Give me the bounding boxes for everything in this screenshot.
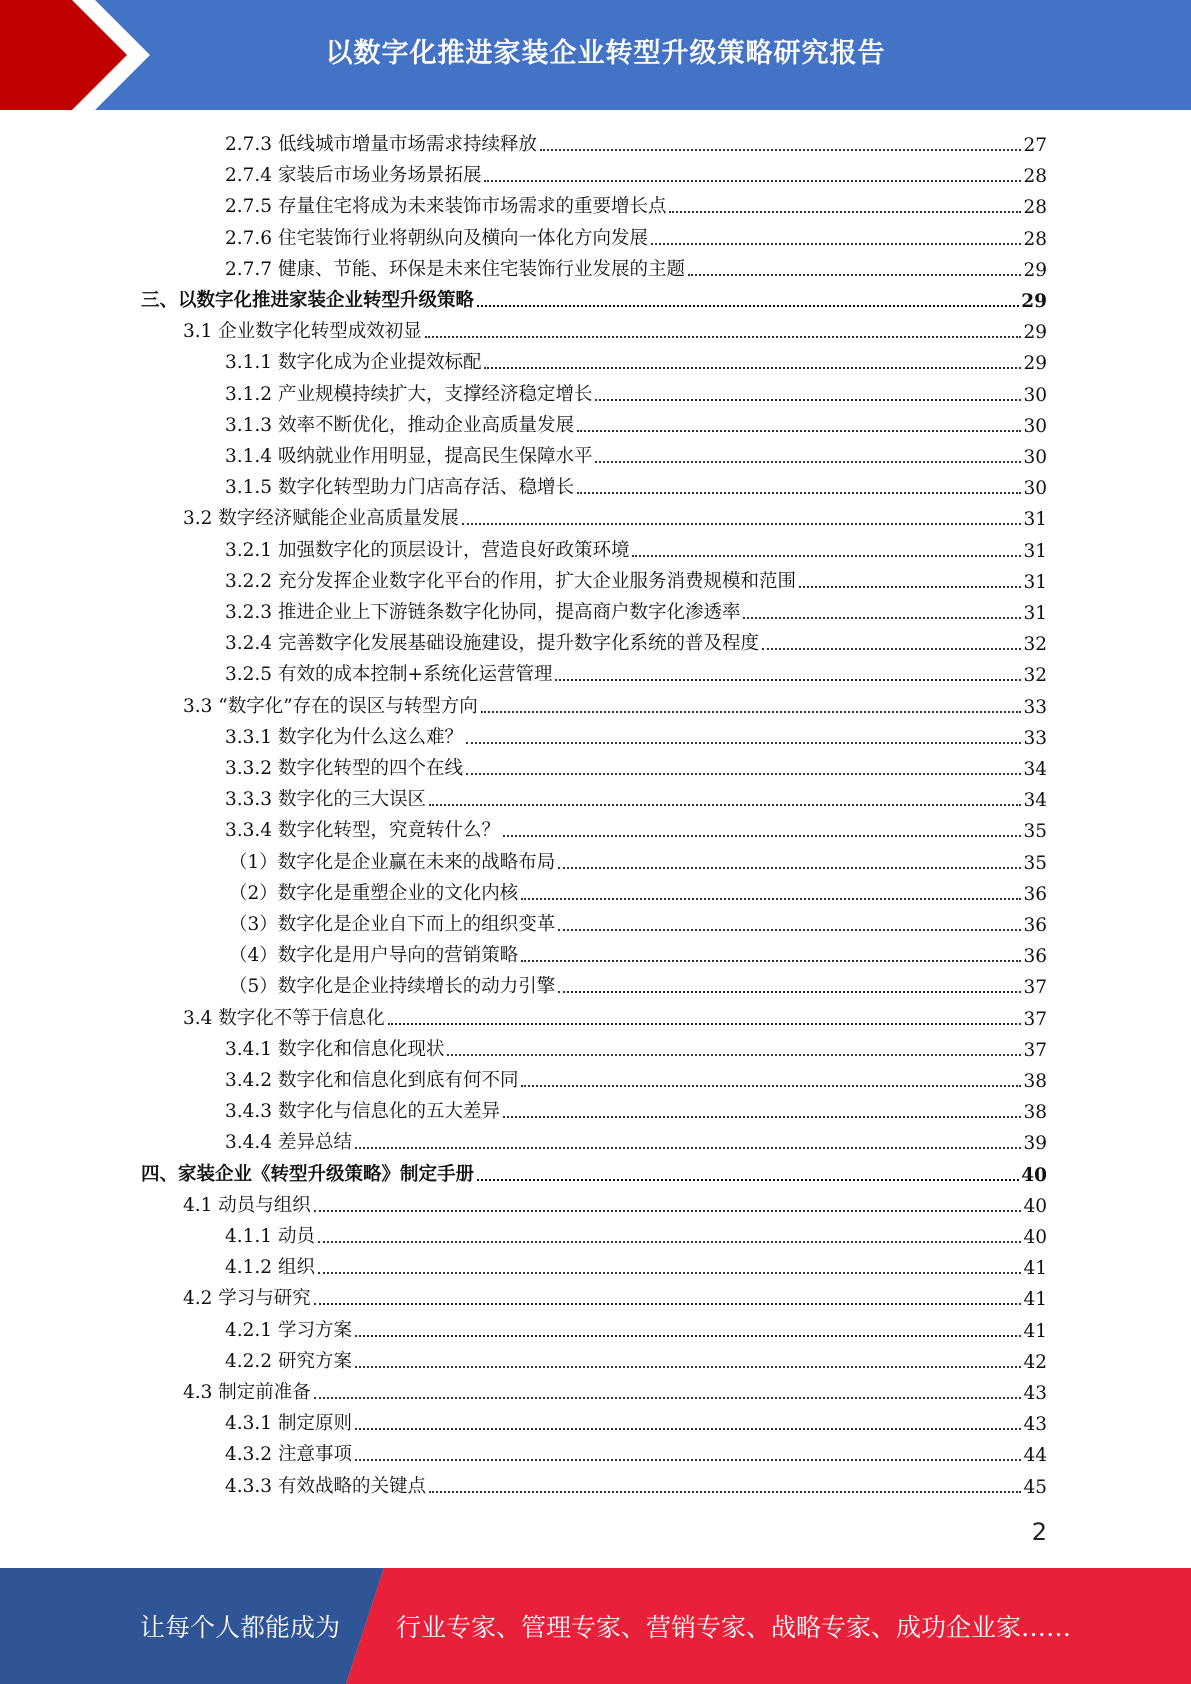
toc-entry-title: 四、家装企业《转型升级策略》制定手册 (141, 1163, 475, 1185)
toc-entry-page: 34 (1023, 759, 1047, 780)
toc-dot-leader (651, 243, 1021, 245)
toc-entry-page: 30 (1023, 384, 1047, 406)
toc-entry[interactable] (225, 128, 1047, 156)
toc-dot-leader (762, 648, 1021, 650)
toc-dot-leader (595, 399, 1021, 401)
toc-entry-page: 29 (1023, 353, 1047, 375)
toc-entry-page: 31 (1023, 571, 1047, 593)
toc-entry-page: 30 (1023, 415, 1047, 437)
toc-entry-page: 33 (1023, 727, 1047, 749)
toc-entry[interactable] (225, 1251, 1047, 1279)
report-title: 以数字化推进家装企业转型升级策略研究报告 (325, 37, 886, 69)
toc-dot-leader (558, 991, 1021, 993)
toc-dot-leader (477, 1179, 1019, 1181)
toc-entry-page: 37 (1023, 1039, 1047, 1061)
toc-entry-title: 4.3.1 制定原则 (225, 1413, 352, 1435)
toc-entry-title: 3.1.5 数字化转型助力门店高存活、稳增长 (225, 477, 574, 499)
toc-entry[interactable] (225, 159, 1047, 187)
toc-entry[interactable] (225, 190, 1047, 218)
toc-dot-leader (314, 1210, 1022, 1212)
toc-entry-title: 4.1 动员与组织 (183, 1194, 311, 1216)
toc-entry-page: 29 (1023, 259, 1047, 281)
toc-dot-leader (355, 1459, 1022, 1461)
toc-entry[interactable] (229, 908, 1047, 936)
toc-dot-leader (314, 1303, 1022, 1305)
toc-entry[interactable] (225, 534, 1047, 562)
toc-dot-leader (577, 430, 1021, 432)
toc-entry-title: 4.2.2 研究方案 (225, 1350, 352, 1372)
toc-entry[interactable] (183, 1376, 1047, 1404)
toc-chapter-entry[interactable] (141, 1158, 1047, 1186)
toc-entry-page: 30 (1023, 478, 1047, 500)
toc-entry-page: 28 (1023, 166, 1047, 188)
toc-entry-page: 36 (1023, 946, 1047, 968)
toc-entry-title: 4.3.2 注意事项 (225, 1444, 352, 1466)
toc-dot-leader (503, 1116, 1021, 1118)
toc-entry[interactable] (225, 253, 1047, 281)
toc-entry-title: 4.1.2 组织 (225, 1257, 315, 1279)
toc-entry-title: 3.4.1 数字化和信息化现状 (225, 1038, 445, 1060)
toc-entry[interactable] (225, 1470, 1047, 1498)
toc-dot-leader (743, 617, 1021, 619)
toc-entry-title: 3.2.3 推进企业上下游链条数字化协同，提高商户数字化渗透率 (225, 602, 741, 623)
toc-entry[interactable] (225, 783, 1047, 811)
toc-dot-leader (481, 711, 1022, 713)
toc-dot-leader (688, 274, 1021, 276)
toc-entry-page: 43 (1023, 1414, 1047, 1436)
toc-dot-leader (558, 929, 1021, 931)
toc-entry-page: 31 (1023, 603, 1047, 624)
toc-dot-leader (484, 180, 1021, 182)
toc-entry-page: 43 (1023, 1383, 1047, 1404)
toc-entry[interactable] (225, 1407, 1047, 1435)
page-number: 2 (1031, 1518, 1047, 1546)
toc-entry[interactable] (225, 658, 1047, 686)
toc-dot-leader (799, 586, 1021, 588)
toc-dot-leader (318, 1241, 1022, 1243)
toc-entry-title: 3.3.2 数字化转型的四个在线 (225, 758, 463, 779)
toc-entry[interactable] (225, 378, 1047, 406)
toc-entry[interactable] (229, 846, 1047, 874)
toc-dot-leader (318, 1272, 1022, 1274)
toc-entry-page: 31 (1023, 540, 1047, 562)
toc-entry-page: 28 (1023, 197, 1047, 219)
toc-entry-page: 32 (1023, 634, 1047, 656)
toc-dot-leader (521, 1085, 1021, 1087)
toc-entry[interactable] (225, 752, 1047, 780)
toc-entry-title: 2.7.5 存量住宅将成为未来装饰市场需求的重要增长点 (225, 196, 667, 218)
toc-entry-page: 37 (1023, 1008, 1047, 1030)
toc-entry-title: 3.2.4 完善数字化发展基础设施建设，提升数字化系统的普及程度 (225, 633, 759, 655)
toc-entry-title: （4）数字化是用户导向的营销策略 (229, 945, 519, 967)
toc-dot-leader (466, 742, 1021, 744)
toc-entry-title: 3.2 数字经济赋能企业高质量发展 (183, 508, 459, 530)
toc-entry[interactable] (225, 814, 1047, 842)
toc-dot-leader (355, 1428, 1022, 1430)
toc-entry-page: 41 (1023, 1258, 1047, 1280)
toc-dot-leader (388, 1023, 1022, 1025)
toc-entry-page: 35 (1023, 821, 1047, 843)
toc-dot-leader (577, 492, 1021, 494)
toc-entry-title: 3.3.3 数字化的三大误区 (225, 789, 426, 811)
toc-entry-title: 3.1.4 吸纳就业作用明显，提高民生保障水平 (225, 446, 593, 467)
toc-entry-title: 3.4 数字化不等于信息化 (183, 1007, 385, 1029)
toc-entry-page: 37 (1023, 977, 1047, 999)
toc-dot-leader (555, 679, 1021, 681)
toc-entry-title: 三、以数字化推进家装企业转型升级策略 (141, 290, 475, 311)
toc-entry-page: 44 (1023, 1445, 1047, 1467)
toc-entry-page: 36 (1023, 915, 1047, 936)
toc-dot-leader (429, 804, 1021, 806)
toc-entry[interactable] (225, 222, 1047, 250)
toc-dot-leader (425, 336, 1022, 338)
toc-dot-leader (447, 1054, 1021, 1056)
toc-entry-title: （3）数字化是企业自下而上的组织变革 (229, 914, 556, 935)
toc-entry-title: 3.4.4 差异总结 (225, 1132, 352, 1154)
toc-dot-leader (595, 461, 1021, 463)
toc-entry[interactable] (225, 1095, 1047, 1123)
toc-entry-title: 3.3.4 数字化转型，究竟转什么？ (225, 820, 500, 842)
toc-dot-leader (477, 305, 1019, 307)
page-header (0, 0, 1191, 110)
toc-entry[interactable] (229, 939, 1047, 967)
toc-entry-page: 35 (1023, 852, 1047, 874)
toc-entry[interactable] (225, 471, 1047, 499)
toc-dot-leader (669, 211, 1021, 213)
toc-entry-page: 32 (1023, 665, 1047, 687)
toc-entry[interactable] (225, 565, 1047, 593)
toc-entry[interactable] (183, 1189, 1047, 1217)
toc-dot-leader (503, 835, 1021, 837)
toc-entry[interactable] (225, 627, 1047, 655)
footer-slogan-left: 让每个人都能成为 (140, 1613, 341, 1642)
toc-dot-leader (521, 960, 1021, 962)
toc-entry-page: 31 (1023, 509, 1047, 531)
toc-dot-leader (484, 367, 1021, 369)
toc-entry-title: 3.1.1 数字化成为企业提效标配 (225, 352, 482, 374)
toc-entry-page: 40 (1021, 1164, 1047, 1186)
toc-dot-leader (632, 555, 1021, 557)
toc-entry-page: 36 (1023, 883, 1047, 905)
toc-entry-title: 2.7.7 健康、节能、环保是未来住宅装饰行业发展的主题 (225, 258, 685, 280)
toc-entry[interactable] (225, 1064, 1047, 1092)
toc-entry-title: 3.1.2 产业规模持续扩大，支撑经济稳定增长 (225, 383, 593, 405)
toc-entry[interactable] (225, 409, 1047, 437)
toc-entry[interactable] (225, 1126, 1047, 1154)
toc-entry-title: 2.7.6 住宅装饰行业将朝纵向及横向一体化方向发展 (225, 227, 648, 249)
toc-entry-title: 3.2.2 充分发挥企业数字化平台的作用，扩大企业服务消费规模和范围 (225, 570, 796, 592)
toc-entry-title: 2.7.4 家装后市场业务场景拓展 (225, 165, 482, 187)
toc-entry-title: 3.1 企业数字化转型成效初显 (183, 321, 422, 343)
toc-entry-title: 3.4.3 数字化与信息化的五大差异 (225, 1101, 500, 1123)
toc-entry-page: 29 (1023, 322, 1047, 344)
toc-entry[interactable] (229, 877, 1047, 905)
toc-entry-title: 3.3 “数字化”存在的误区与转型方向 (183, 695, 478, 717)
toc-entry[interactable] (183, 1282, 1047, 1310)
toc-dot-leader (355, 1366, 1022, 1368)
toc-entry-title: 4.3.3 有效战略的关键点 (225, 1475, 426, 1497)
toc-entry-title: 4.2 学习与研究 (183, 1288, 311, 1310)
toc-entry-title: 4.1.1 动员 (225, 1226, 315, 1247)
toc-entry-page: 38 (1023, 1102, 1047, 1124)
page-footer (0, 1568, 1191, 1684)
toc-entry-page: 41 (1023, 1289, 1047, 1311)
toc-entry[interactable] (183, 1002, 1047, 1030)
toc-entry-page: 33 (1023, 696, 1047, 718)
toc-entry-title: 4.3 制定前准备 (183, 1382, 311, 1403)
toc-entry[interactable] (225, 440, 1047, 468)
toc-entry-page: 28 (1023, 228, 1047, 250)
toc-entry-title: 3.3.1 数字化为什么这么难？ (225, 726, 463, 748)
toc-entry[interactable] (183, 502, 1047, 530)
toc-entry-page: 34 (1023, 790, 1047, 812)
toc-dot-leader (558, 867, 1021, 869)
toc-dot-leader (355, 1335, 1022, 1337)
toc-entry[interactable] (183, 690, 1047, 718)
toc-entry-page: 40 (1023, 1227, 1047, 1248)
toc-entry-title: 3.4.2 数字化和信息化到底有何不同 (225, 1070, 519, 1091)
toc-entry[interactable] (225, 1220, 1047, 1248)
toc-entry-title: 3.2.5 有效的成本控制+系统化运营管理 (225, 664, 553, 686)
toc-entry[interactable] (225, 1345, 1047, 1373)
toc-dot-leader (540, 149, 1021, 151)
toc-entry-page: 41 (1023, 1320, 1047, 1342)
toc-entry[interactable] (183, 315, 1047, 343)
toc-entry-title: （5）数字化是企业持续增长的动力引擎 (229, 976, 556, 998)
toc-entry-page: 39 (1023, 1133, 1047, 1155)
toc-dot-leader (355, 1147, 1022, 1149)
toc-dot-leader (314, 1397, 1022, 1399)
toc-entry-title: （1）数字化是企业赢在未来的战略布局 (229, 851, 556, 873)
toc-entry-title: 3.2.1 加强数字化的顶层设计，营造良好政策环境 (225, 539, 630, 561)
toc-entry-page: 27 (1023, 135, 1047, 156)
toc-entry-title: 3.1.3 效率不断优化，推动企业高质量发展 (225, 414, 574, 436)
toc-entry-page: 45 (1023, 1476, 1047, 1498)
toc-entry-title: （2）数字化是重塑企业的文化内核 (229, 882, 519, 904)
toc-entry-page: 29 (1021, 291, 1047, 312)
toc-dot-leader (521, 898, 1021, 900)
toc-entry[interactable] (229, 970, 1047, 998)
toc-entry-page: 38 (1023, 1071, 1047, 1092)
toc-entry[interactable] (225, 346, 1047, 374)
toc-entry-page: 30 (1023, 447, 1047, 468)
toc-dot-leader (466, 773, 1021, 775)
toc-entry[interactable] (225, 1033, 1047, 1061)
toc-entry[interactable] (225, 1438, 1047, 1466)
toc-dot-leader (429, 1491, 1021, 1493)
toc-entry-page: 42 (1023, 1351, 1047, 1373)
toc-entry[interactable] (225, 596, 1047, 624)
toc-chapter-entry[interactable] (141, 284, 1047, 312)
toc-entry[interactable] (225, 721, 1047, 749)
toc-dot-leader (462, 523, 1022, 525)
toc-entry-page: 40 (1023, 1195, 1047, 1217)
toc-entry-title: 2.7.3 低线城市增量市场需求持续释放 (225, 134, 537, 155)
toc-entry[interactable] (225, 1314, 1047, 1342)
toc-entry-title: 4.2.1 学习方案 (225, 1319, 352, 1341)
footer-slogan-right: 行业专家、管理专家、营销专家、战略专家、成功企业家…… (396, 1613, 1072, 1642)
